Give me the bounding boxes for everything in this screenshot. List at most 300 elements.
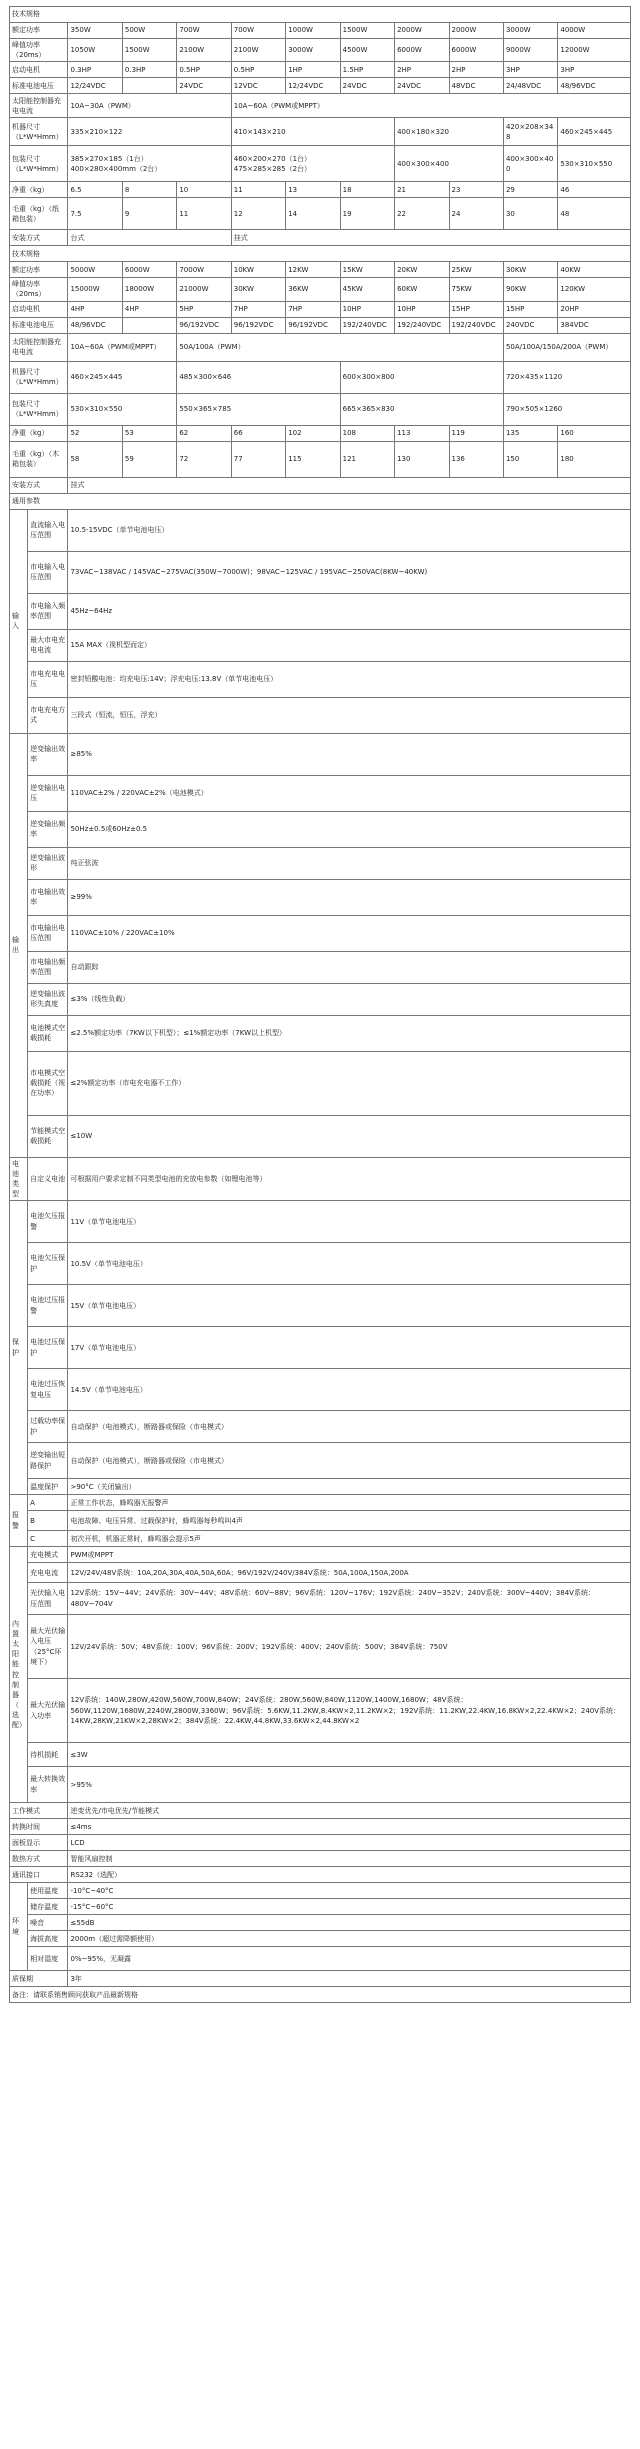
env-row [10, 1883, 631, 1899]
spec-value: 135 [503, 425, 557, 441]
spec-value: 2HP [449, 62, 503, 78]
solar-row [10, 1767, 631, 1803]
spec-value: 24 [449, 198, 503, 230]
output-row [10, 733, 631, 775]
spec-value: 350W [68, 23, 122, 39]
solar-row [10, 1679, 631, 1743]
output-row [10, 775, 631, 811]
spec-value: 7000W [177, 262, 231, 278]
param-label: 最大光伏输入电压（25°C环境下） [28, 1615, 68, 1679]
alarm-row [10, 1495, 631, 1511]
spec-value: 48/96VDC [558, 78, 631, 94]
param-label: 电池欠压保护 [28, 1243, 68, 1285]
param-label: 温度保护 [28, 1479, 68, 1495]
spec-value: 7.5 [68, 198, 122, 230]
spec-value: 4HP [122, 301, 176, 317]
spec-value: 台式 [68, 230, 231, 246]
spec-value: 45KW [340, 278, 394, 301]
spec-label: 峰值功率（20ms） [10, 278, 68, 301]
spec-value: 700W [231, 23, 285, 39]
alarm-row [10, 1511, 631, 1531]
spec-value: 24/48VDC [503, 78, 557, 94]
spec-sheet [9, 6, 631, 2003]
spec-value: 挂式 [231, 230, 630, 246]
spec-value: 11 [231, 182, 285, 198]
param-label: 使用温度 [28, 1883, 68, 1899]
param-value: ≤3%（线性负载） [68, 983, 631, 1015]
spec-value: 240VDC [503, 317, 557, 333]
spec-row [10, 39, 631, 62]
spec-value [122, 78, 176, 94]
spec-row [10, 62, 631, 78]
spec-value: 18 [340, 182, 394, 198]
spec-row [10, 301, 631, 317]
spec-value: 52 [68, 425, 122, 441]
input-row [10, 629, 631, 661]
protect-row [10, 1369, 631, 1411]
spec-value: 15KW [340, 262, 394, 278]
spec-row [10, 477, 631, 493]
spec-value: 3HP [503, 62, 557, 78]
spec-value: 96/192VDC [177, 317, 231, 333]
spec-row [10, 333, 631, 361]
param-label: 逆变输出波形 [28, 847, 68, 879]
spec-value: 46 [558, 182, 631, 198]
spec-value: 11 [177, 198, 231, 230]
spec-value: 15HP [503, 301, 557, 317]
spec-value: 24VDC [395, 78, 449, 94]
spec-value: 30KW [231, 278, 285, 301]
param-label: 市电充电方式 [28, 697, 68, 733]
spec-value: 75KW [449, 278, 503, 301]
spec-value: 113 [395, 425, 449, 441]
param-value: PWM或MPPT [68, 1547, 631, 1563]
output-row [10, 1051, 631, 1115]
spec-label: 毛重（kg）（木箱包装） [10, 441, 68, 477]
solar-group-label: 内置太阳能控制器（选配） [10, 1547, 28, 1803]
spec-value: 0.3HP [122, 62, 176, 78]
param-value: RS232（选配） [68, 1867, 631, 1883]
protect-row [10, 1327, 631, 1369]
param-value: 自动跟踪 [68, 951, 631, 983]
spec-value: 72 [177, 441, 231, 477]
param-label: 光伏输入电压范围 [28, 1583, 68, 1615]
spec-value: 21 [395, 182, 449, 198]
param-value: 密封铅酸电池：均充电压:14V；浮充电压:13.8V（单节电池电压） [68, 661, 631, 697]
spec-value: 1HP [286, 62, 340, 78]
misc-row [10, 1803, 631, 1819]
spec-row [10, 23, 631, 39]
spec-label: 太阳能控制器充电电流 [10, 333, 68, 361]
input-row [10, 551, 631, 593]
output-row [10, 811, 631, 847]
spec-value: 24VDC [340, 78, 394, 94]
protect-row [10, 1243, 631, 1285]
spec-value: 53 [122, 425, 176, 441]
spec-value: 400×300×400 [503, 146, 557, 182]
param-value: 自动保护（电池模式），断路器或保险（市电模式） [68, 1443, 631, 1479]
param-value: LCD [68, 1835, 631, 1851]
param-value: ≤4ms [68, 1819, 631, 1835]
spec-value: 40KW [558, 262, 631, 278]
spec-value: 6000W [449, 39, 503, 62]
param-value: 12V系统：140W,280W,420W,560W,700W,840W；24V系统：280W,560W,840W,1120W,1400W,1680W；48V系统：560W,1120W,1680W,2240W,2800W,3360W；96V系统：5.6KW,11.2KW,8.4KW×2,11.2KW×2；192V系统：11.2KW,22.4KW,16.8KW×2,22.4KW×2；240V系统：14KW,28KW,21KW×2,28KW×2；384V系统：22.4KW,44.8KW,33.6KW×2,44.8KW×2 [68, 1679, 631, 1743]
spec-value: 20KW [395, 262, 449, 278]
protect-group-label: 保护 [10, 1201, 28, 1495]
param-label: 市电输出频率范围 [28, 951, 68, 983]
output-row [10, 915, 631, 951]
spec-value: 150 [503, 441, 557, 477]
spec-value: 420×208×348 [503, 118, 557, 146]
param-label: 逆变输出电压 [28, 775, 68, 811]
spec-value: 720×435×1120 [503, 361, 630, 393]
spec-label: 额定功率 [10, 262, 68, 278]
spec-value: 10KW [231, 262, 285, 278]
param-value: 15V（单节电池电压） [68, 1285, 631, 1327]
spec-row [10, 262, 631, 278]
spec-value: 335×210×122 [68, 118, 231, 146]
spec-value: 12/24VDC [286, 78, 340, 94]
spec-value: 2000W [449, 23, 503, 39]
spec-value: 21000W [177, 278, 231, 301]
protect-row [10, 1443, 631, 1479]
spec-row [10, 317, 631, 333]
spec-value: 2100W [231, 39, 285, 62]
spec-value: 10A~60A（PWM或MPPT） [68, 333, 177, 361]
param-value: ≥99% [68, 879, 631, 915]
spec-value: 48/96VDC [68, 317, 122, 333]
param-value: 12V/24V/48V系统：10A,20A,30A,40A,50A,60A；96V/192V/240V/384V系统：50A,100A,150A,200A [68, 1563, 631, 1583]
env-row [10, 1899, 631, 1915]
spec-value: 60KW [395, 278, 449, 301]
spec-value: 1050W [68, 39, 122, 62]
spec-value: 3000W [286, 39, 340, 62]
param-value: 初次开机，机器正常时，蜂鸣器会提示5声 [68, 1531, 631, 1547]
spec-value: 550×365×785 [177, 393, 340, 425]
env-row [10, 1947, 631, 1971]
output-row [10, 847, 631, 879]
param-label: 工作模式 [10, 1803, 68, 1819]
spec-value: 600×300×800 [340, 361, 503, 393]
param-label: 节能模式空载损耗 [28, 1115, 68, 1157]
spec-label: 额定功率 [10, 23, 68, 39]
spec-label: 机器尺寸（L*W*Hmm） [10, 118, 68, 146]
param-label: 储存温度 [28, 1899, 68, 1915]
spec-value: 62 [177, 425, 231, 441]
spec-value: 1000W [286, 23, 340, 39]
spec-value: 0.5HP [177, 62, 231, 78]
spec-value: 12 [231, 198, 285, 230]
param-label: 最大转换效率 [28, 1767, 68, 1803]
param-label: 充电模式 [28, 1547, 68, 1563]
param-value: 自动保护（电池模式），断路器或保险（市电模式） [68, 1411, 631, 1443]
spec-value: 2000W [395, 23, 449, 39]
spec-value: 59 [122, 441, 176, 477]
param-label: 逆变输出效率 [28, 733, 68, 775]
param-label: 逆变输出频率 [28, 811, 68, 847]
param-value: 73VAC~138VAC / 145VAC~275VAC(350W~7000W)；98VAC~125VAC / 195VAC~250VAC(8KW~40KW) [68, 551, 631, 593]
spec-value: 29 [503, 182, 557, 198]
spec-value: 192/240VDC [340, 317, 394, 333]
spec-row [10, 278, 631, 301]
spec-value: 6000W [122, 262, 176, 278]
section-heading: 技术规格 [10, 7, 631, 23]
spec-value: 0.5HP [231, 62, 285, 78]
param-label: 市电输入电压范围 [28, 551, 68, 593]
footnote: 备注：请联系销售顾问获取产品最新规格 [10, 1987, 631, 2003]
misc-row [10, 1851, 631, 1867]
section-heading: 技术规格 [10, 246, 631, 262]
param-value: 50Hz±0.5或60Hz±0.5 [68, 811, 631, 847]
param-label: 电池欠压报警 [28, 1201, 68, 1243]
param-label: 转换时间 [10, 1819, 68, 1835]
input-row [10, 593, 631, 629]
spec-value: 136 [449, 441, 503, 477]
spec-value: 1500W [340, 23, 394, 39]
spec-value: 30KW [503, 262, 557, 278]
spec-value: 30 [503, 198, 557, 230]
battery-group-label: 电池类型 [10, 1157, 28, 1201]
output-row [10, 983, 631, 1015]
spec-value: 119 [449, 425, 503, 441]
spec-value: 96/192VDC [231, 317, 285, 333]
spec-label: 太阳能控制器充电电流 [10, 94, 68, 118]
param-label: 质保期 [10, 1971, 68, 1987]
param-value: 智能风扇控制 [68, 1851, 631, 1867]
misc-row [10, 1819, 631, 1835]
spec-value: 48VDC [449, 78, 503, 94]
param-label: 最大光伏输入功率 [28, 1679, 68, 1743]
spec-row [10, 146, 631, 182]
spec-value: 13 [286, 182, 340, 198]
protect-row [10, 1285, 631, 1327]
param-value: 15A MAX（视机型而定） [68, 629, 631, 661]
spec-value: 3000W [503, 23, 557, 39]
spec-value: 460×200×270（1台） 475×285×285（2台） [231, 146, 394, 182]
spec-value: 5HP [177, 301, 231, 317]
spec-value: 25KW [449, 262, 503, 278]
param-label: 最大市电充电电流 [28, 629, 68, 661]
spec-label: 净重（kg） [10, 425, 68, 441]
spec-value: 66 [231, 425, 285, 441]
spec-value: 1500W [122, 39, 176, 62]
param-value: 110VAC±2% / 220VAC±2%（电池模式） [68, 775, 631, 811]
note-row [10, 1987, 631, 2003]
param-label: 散热方式 [10, 1851, 68, 1867]
spec-row [10, 393, 631, 425]
spec-value: 12000W [558, 39, 631, 62]
param-value: 3年 [68, 1971, 631, 1987]
protect-row [10, 1201, 631, 1243]
param-value: 纯正弦波 [68, 847, 631, 879]
param-value: 10.5-15VDC（单节电池电压） [68, 509, 631, 551]
spec-label: 标准电池电压 [10, 78, 68, 94]
spec-label: 标准电池电压 [10, 317, 68, 333]
param-value: 正常工作状态，蜂鸣器无报警声 [68, 1495, 631, 1511]
param-label: 待机损耗 [28, 1743, 68, 1767]
spec-value: 58 [68, 441, 122, 477]
spec-value: 12/24VDC [68, 78, 122, 94]
spec-value: 2100W [177, 39, 231, 62]
spec-label: 安装方式 [10, 230, 68, 246]
param-label: 电池过压保护 [28, 1327, 68, 1369]
param-value: 110VAC±10% / 220VAC±10% [68, 915, 631, 951]
env-row [10, 1915, 631, 1931]
spec-value: 19 [340, 198, 394, 230]
spec-value: 15000W [68, 278, 122, 301]
misc-row [10, 1835, 631, 1851]
spec-value: 7HP [286, 301, 340, 317]
param-label: 直流输入电压范围 [28, 509, 68, 551]
spec-value: 48 [558, 198, 631, 230]
spec-value: 10A~60A（PWM或MPPT） [231, 94, 630, 118]
spec-label: 机器尺寸（L*W*Hmm） [10, 361, 68, 393]
param-value: 10.5V（单节电池电压） [68, 1243, 631, 1285]
spec-row [10, 198, 631, 230]
param-label: 过载功率保护 [28, 1411, 68, 1443]
spec-value: 15HP [449, 301, 503, 317]
param-value: -15°C~60°C [68, 1899, 631, 1915]
spec-value: 50A/100A（PWM） [177, 333, 504, 361]
spec-value: 96/192VDC [286, 317, 340, 333]
spec-value: 50A/100A/150A/200A（PWM） [503, 333, 630, 361]
output-group-label: 输出 [10, 733, 28, 1157]
spec-value: 108 [340, 425, 394, 441]
param-label: B [28, 1511, 68, 1531]
param-value: 12V/24V系统：50V；48V系统：100V；96V系统：200V；192V系统：400V；240V系统：500V；384V系统：750V [68, 1615, 631, 1679]
param-value: ≤2%额定功率（市电充电器不工作） [68, 1051, 631, 1115]
spec-value: 3HP [558, 62, 631, 78]
spec-value: 6.5 [68, 182, 122, 198]
protect-row [10, 1411, 631, 1443]
param-value: 0%~95%，无凝露 [68, 1947, 631, 1971]
protect-row [10, 1479, 631, 1495]
param-value: 三段式（恒流，恒压，浮充） [68, 697, 631, 733]
param-value: ≤3W [68, 1743, 631, 1767]
param-value: 11V（单节电池电压） [68, 1201, 631, 1243]
spec-value: 0.3HP [68, 62, 122, 78]
spec-label: 包装尺寸（L*W*Hmm） [10, 146, 68, 182]
spec-value: 115 [286, 441, 340, 477]
param-value: ≥85% [68, 733, 631, 775]
spec-value: 20HP [558, 301, 631, 317]
spec-value: 8 [122, 182, 176, 198]
spec-label: 安装方式 [10, 477, 68, 493]
spec-value: 2HP [395, 62, 449, 78]
param-value: ≤2.5%额定功率（7KW以下机型）；≤1%额定功率（7KW以上机型） [68, 1015, 631, 1051]
spec-value: 400×180×320 [395, 118, 504, 146]
spec-value: 5000W [68, 262, 122, 278]
solar-row [10, 1743, 631, 1767]
spec-value: 121 [340, 441, 394, 477]
section-heading: 通用参数 [10, 493, 631, 509]
param-label: 充电电流 [28, 1563, 68, 1583]
param-label: 电池模式空载损耗 [28, 1015, 68, 1051]
spec-value: 23 [449, 182, 503, 198]
param-label: 自定义电池 [28, 1157, 68, 1201]
env-row [10, 1931, 631, 1947]
solar-row [10, 1615, 631, 1679]
param-label: 市电输入频率范围 [28, 593, 68, 629]
param-label: 市电模式空载损耗（视在功率） [28, 1051, 68, 1115]
spec-value: 10HP [340, 301, 394, 317]
output-row [10, 951, 631, 983]
spec-value: 6000W [395, 39, 449, 62]
spec-value: 1.5HP [340, 62, 394, 78]
spec-value: 500W [122, 23, 176, 39]
spec-value [122, 317, 176, 333]
param-label: A [28, 1495, 68, 1511]
input-group-label: 输入 [10, 509, 28, 733]
spec-value: 530×310×550 [68, 393, 177, 425]
spec-label: 启动电机 [10, 301, 68, 317]
param-value: ≤10W [68, 1115, 631, 1157]
param-label: 市电输出电压范围 [28, 915, 68, 951]
spec-value: 790×505×1260 [503, 393, 630, 425]
param-value: 45Hz~64Hz [68, 593, 631, 629]
input-row [10, 509, 631, 551]
spec-value: 485×300×646 [177, 361, 340, 393]
param-label: 逆变输出波形失真度 [28, 983, 68, 1015]
spec-value: 400×300×400 [395, 146, 504, 182]
param-label: 电池过压恢复电压 [28, 1369, 68, 1411]
spec-value: 18000W [122, 278, 176, 301]
spec-value: 665×365×830 [340, 393, 503, 425]
param-label: 电池过压报警 [28, 1285, 68, 1327]
spec-value: 9000W [503, 39, 557, 62]
param-label: 市电输出效率 [28, 879, 68, 915]
solar-row [10, 1583, 631, 1615]
spec-row [10, 441, 631, 477]
spec-value: 14 [286, 198, 340, 230]
spec-label: 启动电机 [10, 62, 68, 78]
warranty-row [10, 1971, 631, 1987]
battery-row [10, 1157, 631, 1201]
spec-value: 36KW [286, 278, 340, 301]
spec-row [10, 182, 631, 198]
spec-row [10, 361, 631, 393]
output-row [10, 1115, 631, 1157]
spec-value: 530×310×550 [558, 146, 631, 182]
spec-value: 10HP [395, 301, 449, 317]
param-label: 噪音 [28, 1915, 68, 1931]
spec-value: 160 [558, 425, 631, 441]
spec-value: 460×245×445 [558, 118, 631, 146]
input-row [10, 697, 631, 733]
param-label: 海拔高度 [28, 1931, 68, 1947]
spec-value: 4000W [558, 23, 631, 39]
spec-value: 410×143×210 [231, 118, 394, 146]
spec-value: 180 [558, 441, 631, 477]
spec-value: 700W [177, 23, 231, 39]
spec-row [10, 78, 631, 94]
spec-value: 102 [286, 425, 340, 441]
alarm-row [10, 1531, 631, 1547]
spec-label: 毛重（kg）（纸箱包装） [10, 198, 68, 230]
env-group-label: 环境 [10, 1883, 28, 1971]
spec-row [10, 94, 631, 118]
section-heading-row [10, 246, 631, 262]
spec-value: 130 [395, 441, 449, 477]
spec-value: 192/240VDC [449, 317, 503, 333]
spec-label: 净重（kg） [10, 182, 68, 198]
output-row [10, 1015, 631, 1051]
param-value: ≤55dB [68, 1915, 631, 1931]
solar-row [10, 1547, 631, 1563]
spec-value: 384VDC [558, 317, 631, 333]
spec-value: 90KW [503, 278, 557, 301]
spec-label: 包装尺寸（L*W*Hmm） [10, 393, 68, 425]
